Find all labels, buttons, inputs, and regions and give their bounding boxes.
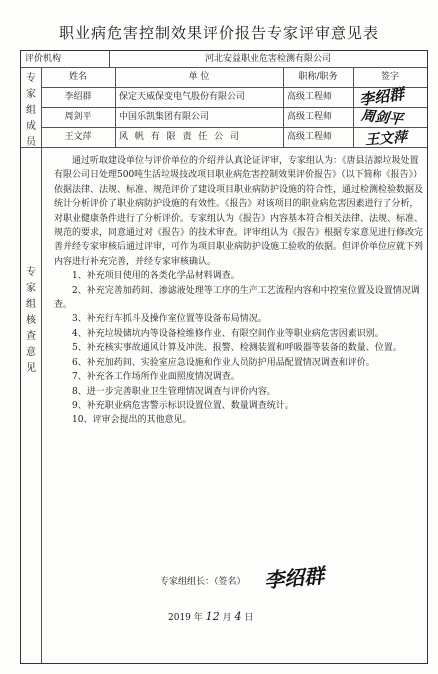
member-signature: 周剑平: [360, 107, 404, 129]
header-title: 职称/职务: [298, 72, 338, 82]
org-value: 河北安益职业危害检测有限公司: [204, 54, 331, 64]
form-title: 职业病危害控制效果评价报告专家评审意见表: [58, 24, 379, 42]
review-opinion: [54, 154, 424, 428]
opinion-item: 7、补充各工作场所作业面照度情况调查。: [72, 372, 240, 383]
opinion-item: 3、补充行车抓斗及操作室位置等设备布局情况。: [72, 314, 267, 325]
opinion-item: 6、补充加药间、实验室应急设施和作业人员防护用品配置情况调查和评价。: [72, 357, 375, 368]
member-unit: 保定天威保变电气股份有限公司: [119, 92, 246, 102]
expert-group-label: 专 家 组 成 员: [26, 73, 36, 148]
header-unit: 单 位: [188, 72, 210, 82]
opinion-item: 8、进一步完善职业卫生管理情况调查与评价内容。: [72, 386, 276, 397]
header-signature: 签字: [380, 72, 399, 82]
member-unit: 风 帆 有 限 责 任 公 司: [119, 132, 242, 142]
member-name: 李绍群: [64, 92, 92, 102]
org-label: 评价机构: [25, 54, 62, 64]
date-month: 12: [205, 610, 220, 623]
date-day: 4: [234, 610, 242, 623]
opinion-item: 5、补充核实事故通风计算及冲洗、报警、检测装置和呼吸器等装备的数量、位置。: [72, 343, 402, 354]
date-year: 2019: [168, 613, 191, 623]
opinion-item: 4、补充垃圾储坑内等设备检维修作业、有限空间作业等职业病危害因素识别。: [72, 328, 384, 339]
member-name: 周剑平: [64, 112, 92, 122]
member-name: 王文萍: [64, 132, 92, 142]
member-title: 高级工程师: [287, 112, 333, 122]
header-name: 姓名: [68, 72, 87, 82]
member-title: 高级工程师: [287, 132, 333, 142]
opinion-item: 2、补充完善加药间、渗滤液处理等工序的生产工艺流程内容和中控室位置及设置情况调查。: [54, 285, 420, 311]
review-opinion-label: 专 家 组 核 查 意 见: [26, 267, 36, 374]
member-title: 高级工程师: [287, 92, 333, 102]
signing-date: 2019 年 12 月 4 日: [168, 610, 254, 623]
leader-signature: 李绍群: [263, 563, 326, 593]
member-unit: 中国乐凯集团有限公司: [119, 112, 210, 122]
opinion-item: 9、补充职业病危害警示标识设置位置、数量调查统计。: [72, 400, 294, 411]
opinion-intro: 通过听取建设单位与评价单位的介绍并认真论证评审，专家组认为：《唐县洁源垃圾处置有限公司日处理500吨生活垃圾技改项目职业病危害控制效果评价报告》（以下简称《报告》）依据法律、法规、标准、规范评价了建设项目职业病防护设施的符合性，通过检测检验数据及统计分析评价了职业病防护设施的有效性。《报告》对该项目的职业病危害因素进行了分析，对职业健康条件进行了分析评价。专家组认为《报告》内容基本符合相关法律、法规、标准、规范的要求，同意通过对《报告》的技术审查。评审组认为《报告》根据专家意见进行修改完善并经专家审核后通过评审，可作为项目职业病防护设施工验收的依据。但评价单位应就下列内容进行补充完善，并经专家审核确认。: [54, 156, 424, 267]
opinion-item: 10、评审会提出的其他意见。: [72, 415, 192, 426]
member-signature: 李绍群: [358, 84, 406, 110]
opinion-item: 1、补充项目使用的各类化学品材料调查。: [72, 271, 240, 282]
leader-signature-label: 专家组组长：（签名）: [160, 577, 246, 587]
member-signature: 王文萍: [364, 129, 408, 149]
